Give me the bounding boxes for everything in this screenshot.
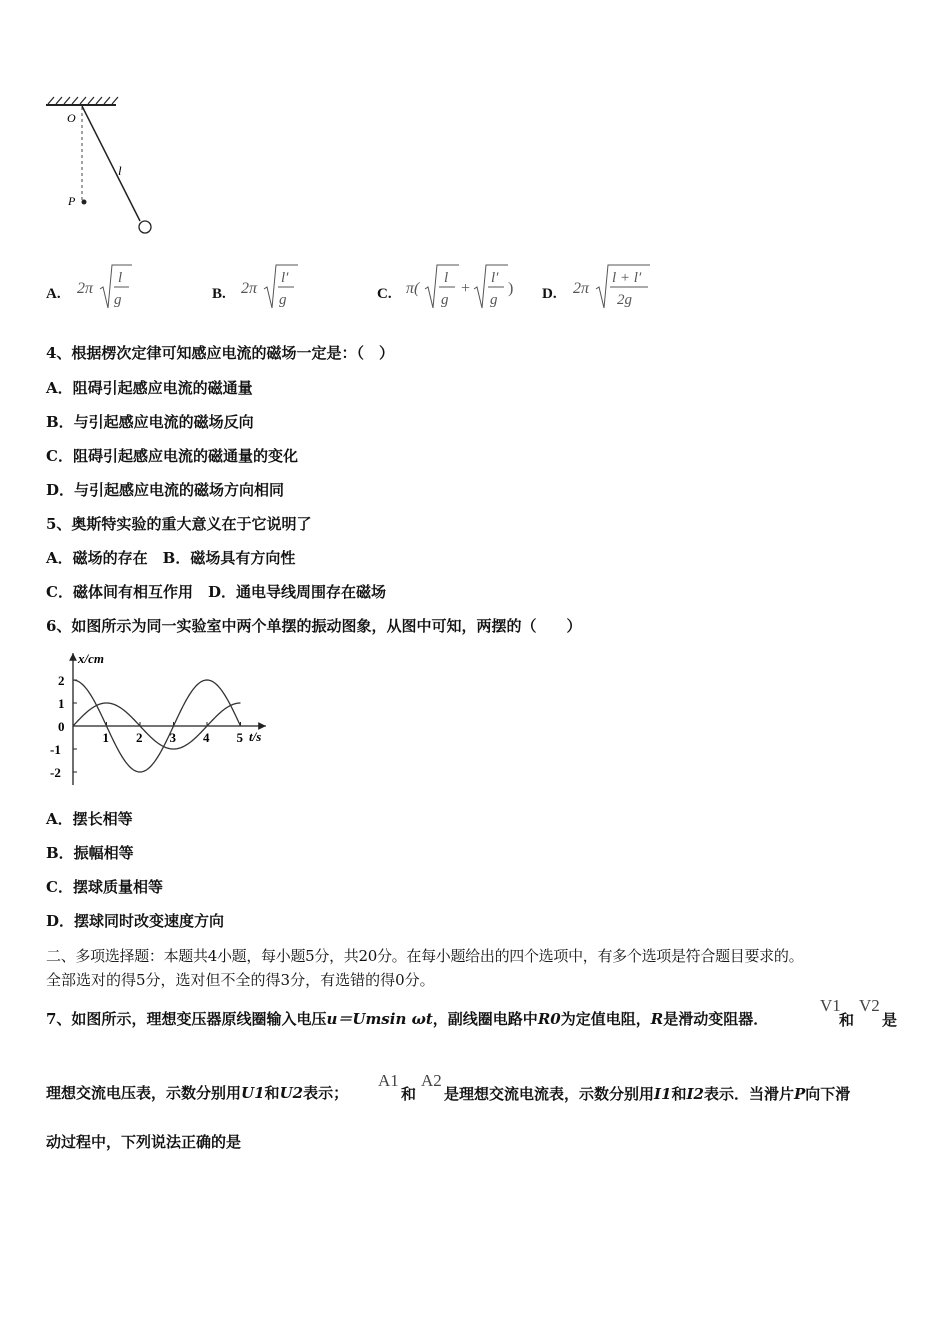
q6-option-a: A．摆长相等: [46, 810, 133, 828]
svg-text:2g: 2g: [617, 292, 632, 308]
q7-text: 向下滑: [805, 1085, 851, 1103]
q7-text: 和: [264, 1084, 280, 1102]
svg-text:g: g: [279, 292, 287, 308]
label-p: P: [68, 194, 76, 208]
y-tick-label: 2: [58, 673, 65, 688]
svg-text:2π: 2π: [77, 280, 94, 297]
q3-option-a: [46, 283, 61, 303]
q7-is: 是: [882, 1011, 898, 1029]
svg-text:g: g: [441, 292, 449, 308]
y-tick-label: 0: [58, 719, 65, 734]
q7-line2: [46, 1083, 348, 1103]
label-o: O: [67, 111, 76, 125]
q5-stem: 5、奥斯特实验的重大意义在于它说明了: [46, 515, 312, 533]
q7-text: 和: [671, 1085, 687, 1103]
q3-formula-a: [74, 260, 144, 315]
q7-and: 和: [839, 1011, 855, 1029]
q7-text: 表示．当滑片: [703, 1085, 794, 1103]
q5-options-row1: A．磁场的存在 B．磁场具有方向性: [46, 549, 296, 567]
svg-text:g: g: [114, 292, 122, 308]
q6-option-d: D．摆球同时改变速度方向: [46, 912, 225, 930]
section2-header-line2: 全部选对的得5分，选对但不全的得3分，有选错的得0分。: [46, 971, 435, 989]
q7-voltage-formula: u＝Umsin ωt: [326, 1010, 433, 1028]
q7-text: 表示；: [303, 1084, 349, 1102]
svg-text:): ): [508, 280, 514, 297]
q7-p: P: [793, 1085, 806, 1103]
q6-option-b: B．振幅相等: [46, 844, 134, 862]
label-l: l: [118, 163, 122, 178]
q3-formula-d: [570, 260, 660, 315]
pendulum-bob: [139, 221, 151, 233]
y-axis-label: x/cm: [78, 651, 104, 666]
q7-line2-rest: [444, 1083, 850, 1104]
svg-text:π(: π(: [406, 280, 420, 297]
pendulum-figure: [40, 95, 170, 240]
q7-line3: 动过程中，下列说法正确的是: [46, 1133, 242, 1151]
q5-options-row2: C．磁体间有相互作用 D．通电导线周围存在磁场: [46, 583, 386, 601]
q7-line1: [46, 1009, 768, 1029]
q6-option-c: C．摆球质量相等: [46, 878, 163, 896]
svg-text:l: l: [444, 270, 449, 286]
q7-text: 理想交流电压表，示数分别用: [46, 1084, 242, 1102]
option-label: B.: [212, 286, 226, 302]
voltmeter-v2-symbol: V2: [859, 996, 880, 1015]
option-label: D.: [542, 286, 557, 302]
x-tick-label: 4: [203, 730, 210, 745]
q3-formula-b: [238, 260, 308, 315]
q7-text: 是理想交流电流表，示数分别用: [444, 1085, 655, 1103]
section2-header-line1: 二、多项选择题：本题共4小题，每小题5分，共20分。在每小题给出的四个选项中，有多个选项是符合题目要求的。: [46, 947, 804, 965]
svg-text:l + l′: l + l′: [612, 270, 642, 286]
svg-text:2π: 2π: [241, 280, 258, 297]
voltmeter-v1-symbol: V1: [820, 996, 841, 1015]
q3-option-b: [212, 283, 226, 303]
x-axis-label: t/s: [249, 729, 262, 744]
q3-formula-c: [404, 260, 524, 315]
option-label: C.: [377, 286, 392, 302]
oscillation-chart: [44, 645, 276, 790]
svg-text:l′: l′: [281, 270, 289, 286]
q7-i1: I1: [654, 1085, 672, 1103]
q7-text: 7、如图所示，理想变压器原线圈输入电压: [46, 1010, 327, 1028]
svg-text:l: l: [118, 270, 123, 286]
option-label: A.: [46, 286, 61, 302]
y-tick-label: -1: [50, 742, 61, 757]
ammeter-a1-symbol: A1: [378, 1071, 399, 1090]
q7-text: 为定值电阻，: [560, 1010, 651, 1028]
y-tick-label: -2: [50, 765, 61, 780]
q3-option-d: [542, 283, 557, 303]
q6-stem: 6、如图所示为同一实验室中两个单摆的振动图象，从图中可知，两摆的（ ）: [46, 617, 582, 635]
q4-option-c: C．阻碍引起感应电流的磁通量的变化: [46, 447, 298, 465]
q7-and: 和: [401, 1085, 417, 1103]
q7-u2: U2: [279, 1084, 304, 1102]
y-tick-label: 1: [58, 696, 65, 711]
ammeter-a2-symbol: A2: [421, 1071, 442, 1090]
svg-text:g: g: [490, 292, 498, 308]
q4-option-b: B．与引起感应电流的磁场反向: [46, 413, 254, 431]
q7-r: R: [650, 1010, 664, 1028]
q7-text: 是滑动变阻器．: [663, 1010, 769, 1028]
svg-text:+: +: [461, 280, 471, 297]
peg-point-p: [82, 200, 87, 205]
q7-r0: R0: [537, 1010, 561, 1028]
x-tick-label: 1: [102, 730, 109, 745]
x-tick-label: 5: [236, 730, 243, 745]
q7-u1: U1: [241, 1084, 265, 1102]
svg-text:2π: 2π: [573, 280, 590, 297]
svg-text:l′: l′: [491, 270, 499, 286]
q7-text: ，副线圈电路中: [432, 1010, 538, 1028]
x-tick-label: 2: [136, 730, 143, 745]
q4-stem: 4、根据楞次定律可知感应电流的磁场一定是：（ ）: [46, 344, 394, 362]
q4-option-d: D．与引起感应电流的磁场方向相同: [46, 481, 285, 499]
pendulum-string: [82, 106, 140, 221]
q4-option-a: A．阻碍引起感应电流的磁通量: [46, 379, 253, 397]
q7-i2: I2: [686, 1085, 704, 1103]
x-tick-label: 3: [169, 730, 176, 745]
q3-option-c: [377, 283, 392, 303]
